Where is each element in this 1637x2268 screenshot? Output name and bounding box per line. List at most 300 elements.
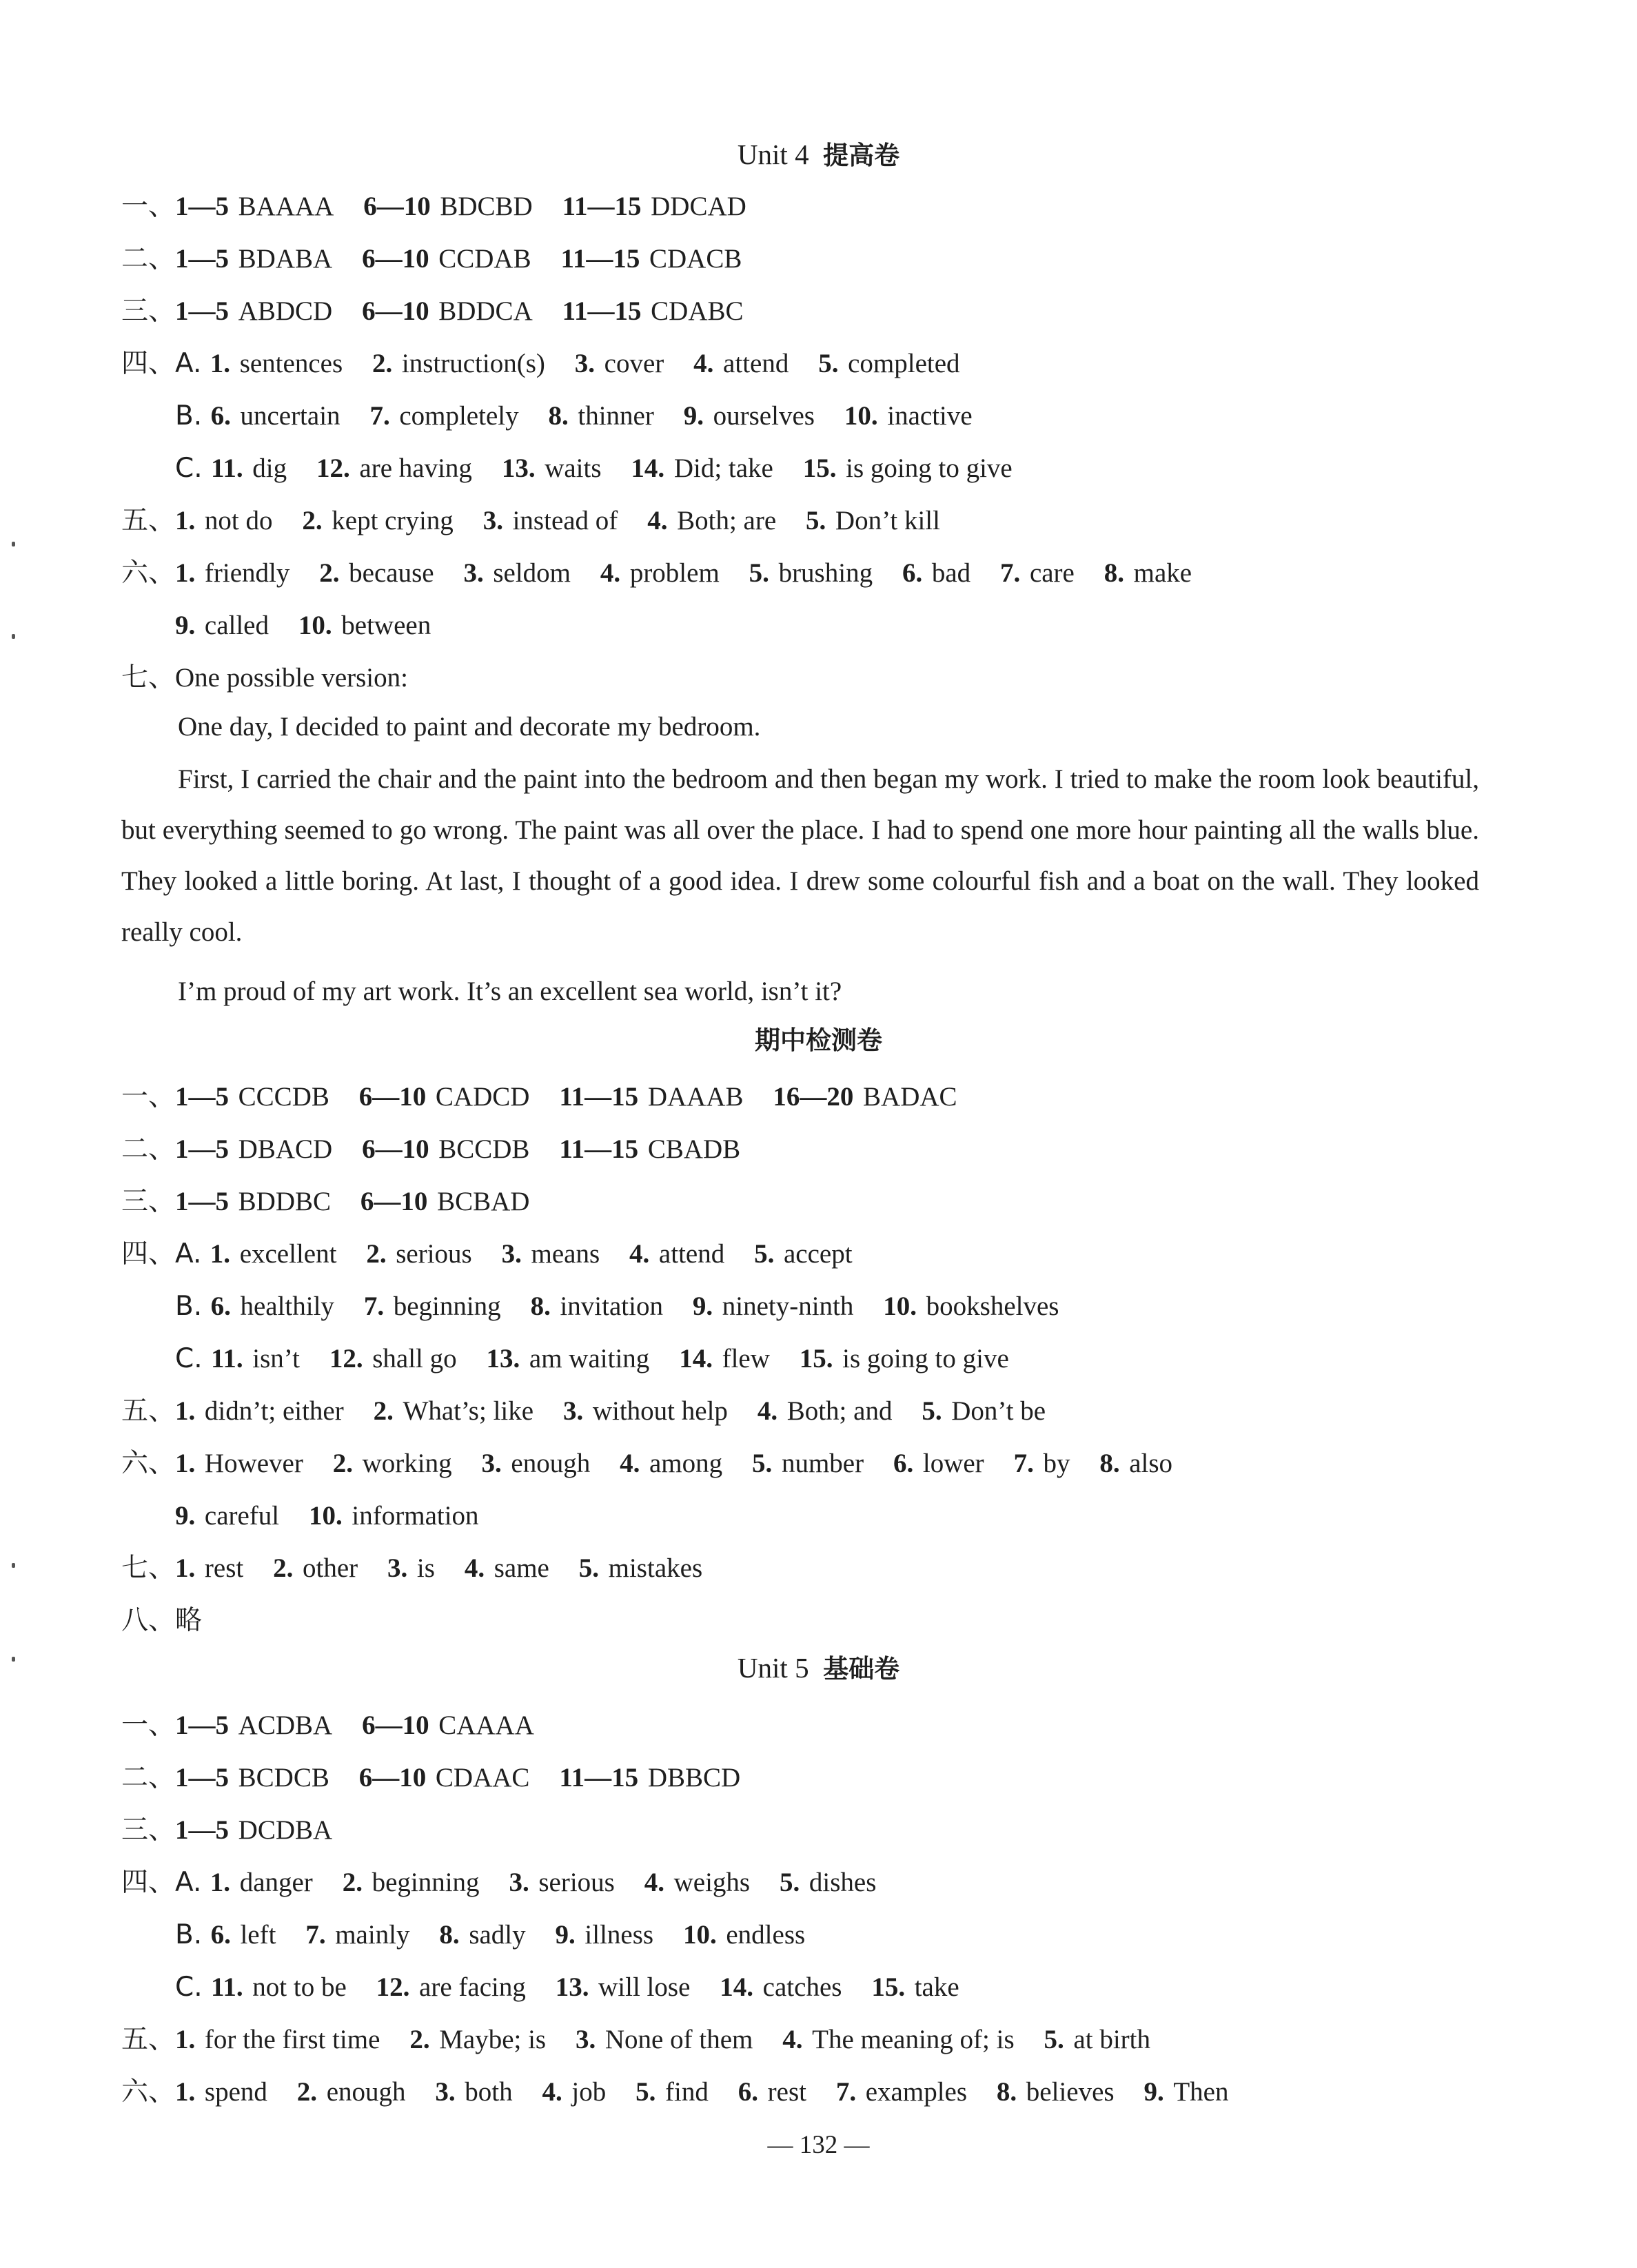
- answer-group: [175, 1606, 202, 1635]
- title-cn: 提高卷: [823, 141, 900, 170]
- question-prefix: 六、: [121, 2076, 176, 2107]
- answer-line: [121, 1760, 740, 1796]
- item-number: 11—15: [559, 1082, 639, 1112]
- answer-group: [175, 1396, 344, 1426]
- question-prefix: C.: [175, 453, 212, 484]
- answer-group: [175, 663, 408, 693]
- page-number: — 132 —: [767, 2131, 870, 2159]
- answer-text: bad: [931, 558, 971, 588]
- question-prefix: 三、: [121, 1815, 176, 1846]
- item-number: 11—15: [560, 244, 640, 274]
- item-number: 1—5: [175, 244, 230, 274]
- item-number: 16—20: [773, 1082, 854, 1112]
- answer-group: [482, 1449, 591, 1478]
- item-number: 5.: [578, 1553, 599, 1583]
- answer-line: [121, 1551, 702, 1586]
- answer-group: [782, 2025, 1014, 2054]
- answer-text: examples: [865, 2077, 968, 2107]
- answer-group: [211, 1344, 300, 1373]
- item-number: 1.: [210, 1868, 231, 1897]
- answer-text: BCBAD: [437, 1187, 530, 1216]
- question-prefix: 五、: [121, 2024, 176, 2055]
- item-number: 2.: [273, 1553, 294, 1583]
- answer-group: [922, 1396, 1046, 1426]
- answer-line: [121, 294, 744, 329]
- question-prefix: 四、A.: [121, 348, 210, 379]
- answer-text: invitation: [560, 1291, 663, 1321]
- answer-line: [175, 1498, 479, 1534]
- question-prefix: B.: [175, 400, 211, 431]
- answer-text: is going to give: [846, 453, 1013, 483]
- item-number: 10.: [883, 1291, 917, 1321]
- answer-group: [487, 1344, 650, 1373]
- answer-group: [175, 558, 289, 588]
- answer-text: between: [341, 611, 431, 640]
- answer-group: [509, 1868, 614, 1897]
- answer-text: take: [914, 1972, 959, 2002]
- scan-speck: [12, 634, 15, 639]
- answer-text: CBADB: [647, 1134, 741, 1164]
- item-number: 2.: [409, 2025, 430, 2054]
- answer-group: [997, 2077, 1115, 2107]
- item-number: 8.: [1104, 558, 1124, 588]
- answer-group: [175, 1449, 303, 1478]
- item-number: 9.: [692, 1291, 713, 1321]
- question-prefix: 二、: [121, 1134, 176, 1165]
- answer-text: friendly: [204, 558, 290, 588]
- answer-group: [211, 1291, 334, 1321]
- item-number: 14.: [631, 453, 665, 483]
- title-unit: Unit 4: [737, 139, 809, 170]
- question-prefix: 一、: [121, 1081, 176, 1112]
- answer-group: [754, 1239, 852, 1269]
- question-prefix: B.: [175, 1919, 211, 1950]
- item-number: 1—5: [175, 1134, 230, 1164]
- item-number: 6—10: [358, 1082, 427, 1112]
- item-number: 13.: [501, 453, 536, 483]
- answer-group: [693, 1291, 854, 1321]
- answer-text: believes: [1026, 2077, 1115, 2107]
- answer-text: danger: [239, 1868, 313, 1897]
- answer-group: [329, 1344, 457, 1373]
- answer-text: am waiting: [529, 1344, 650, 1373]
- answer-group: [576, 2025, 753, 2054]
- answer-text: not do: [204, 506, 273, 535]
- answer-group: [360, 1187, 530, 1216]
- answer-text: healthily: [240, 1291, 334, 1321]
- answer-group: [175, 1763, 329, 1792]
- answer-line: [121, 1812, 332, 1848]
- item-number: 6.: [738, 2077, 758, 2107]
- question-prefix: 七、: [121, 662, 176, 693]
- answer-text: are facing: [419, 1972, 526, 2002]
- item-number: 11.: [211, 1344, 243, 1373]
- item-number: 2.: [296, 2077, 318, 2107]
- answer-text: instruction(s): [401, 349, 545, 378]
- scan-speck: [12, 1657, 15, 1662]
- answer-group: [175, 1082, 329, 1112]
- item-number: 3.: [435, 2077, 456, 2107]
- item-number: 11—15: [562, 192, 642, 221]
- item-number: 9.: [175, 1501, 196, 1531]
- answer-group: [1104, 558, 1192, 588]
- answer-group: [211, 1920, 276, 1950]
- answer-text: left: [240, 1920, 276, 1950]
- answer-line: [121, 660, 408, 696]
- answer-group: [679, 1344, 770, 1373]
- answer-line: [121, 1236, 853, 1272]
- answer-group: [463, 558, 571, 588]
- item-number: 1.: [175, 1553, 196, 1583]
- answer-text: make: [1133, 558, 1192, 588]
- answer-group: [387, 1553, 435, 1583]
- answer-group: [556, 1920, 654, 1950]
- item-number: 4.: [644, 1868, 664, 1897]
- item-number: 13.: [555, 1972, 589, 2002]
- answer-text: CDAAC: [435, 1763, 530, 1792]
- answer-group: [309, 1501, 479, 1531]
- answer-group: [893, 1449, 984, 1478]
- item-number: 6.: [210, 401, 231, 431]
- answer-line: [175, 451, 1013, 487]
- answer-group: [359, 1082, 530, 1112]
- item-number: 9.: [555, 1920, 576, 1950]
- answer-group: [175, 244, 332, 274]
- answer-group: [531, 1291, 663, 1321]
- answer-text: among: [649, 1449, 723, 1478]
- answer-text: weighs: [673, 1868, 751, 1897]
- answer-group: [683, 1920, 805, 1950]
- answer-group: [871, 1972, 959, 2002]
- answer-text: ninety-ninth: [722, 1291, 854, 1321]
- answer-group: [1000, 558, 1075, 588]
- item-number: 14.: [679, 1344, 713, 1373]
- item-number: 1—5: [175, 296, 230, 326]
- item-number: 6—10: [362, 1134, 429, 1164]
- answer-text: completed: [848, 349, 960, 378]
- answer-text: DBBCD: [647, 1763, 741, 1792]
- answer-text: working: [362, 1449, 452, 1478]
- answer-group: [563, 1396, 728, 1426]
- item-number: 4.: [757, 1396, 778, 1426]
- question-prefix: 八、: [121, 1605, 176, 1636]
- item-number: 6—10: [362, 1710, 429, 1740]
- answer-text: One possible version:: [175, 663, 408, 693]
- item-number: 8.: [996, 2077, 1017, 2107]
- answer-text: shall go: [372, 1344, 457, 1373]
- answer-text: both: [465, 2077, 513, 2107]
- answer-group: [175, 1187, 331, 1216]
- answer-group: [374, 1396, 533, 1426]
- item-number: 1.: [210, 1239, 231, 1269]
- item-number: 3.: [501, 1239, 522, 1269]
- item-number: 14.: [720, 1972, 754, 2002]
- answer-group: [579, 1553, 702, 1583]
- answer-text: will lose: [598, 1972, 691, 2002]
- answer-group: [343, 1868, 480, 1897]
- answer-group: [363, 192, 533, 221]
- item-number: 1—5: [175, 1815, 230, 1845]
- item-number: 10.: [682, 1920, 717, 1950]
- question-prefix: 三、: [121, 1186, 176, 1217]
- essay-paragraph: First, I carried the chair and the paint into the bedroom and then began my work. I tried to make the room look beautiful, but everything seemed to go wrong. The paint was all over the place. I had to spend one more hour painting all the walls blue. They looked a little boring. At last, I thought of a good idea. I drew some colourful fish and a boat on the wall. They looked really cool.: [121, 764, 1479, 947]
- item-number: 2.: [332, 1449, 353, 1478]
- answer-group: [211, 1972, 347, 2002]
- answer-group: [366, 1239, 471, 1269]
- answer-text: completely: [399, 401, 519, 431]
- answer-text: care: [1029, 558, 1075, 588]
- item-number: 4.: [647, 506, 668, 535]
- answer-text: attend: [723, 349, 789, 378]
- answer-text: BDDBC: [238, 1187, 332, 1216]
- answer-text: The meaning of; is: [812, 2025, 1015, 2054]
- answer-line: [121, 1446, 1172, 1482]
- answer-text: endless: [726, 1920, 806, 1950]
- item-number: 3.: [387, 1553, 408, 1583]
- answer-line: [121, 503, 940, 539]
- item-number: 3.: [562, 1396, 584, 1426]
- item-number: 1.: [175, 2025, 196, 2054]
- answer-group: [562, 296, 744, 326]
- answer-line: [175, 1970, 959, 2005]
- answer-line: [121, 1132, 740, 1167]
- answer-text: DAAAB: [647, 1082, 744, 1112]
- item-number: 2.: [319, 558, 340, 588]
- item-number: 8.: [548, 401, 569, 431]
- answer-text: illness: [584, 1920, 654, 1950]
- item-number: 4.: [542, 2077, 562, 2107]
- answer-text: by: [1043, 1449, 1070, 1478]
- answer-group: [758, 1396, 893, 1426]
- answer-group: [211, 453, 287, 483]
- answer-text: kept crying: [332, 506, 454, 535]
- essay-paragraph: I’m proud of my art work. It’s an excellent sea world, isn’t it?: [178, 977, 842, 1006]
- question-prefix: 二、: [121, 243, 176, 274]
- answer-text: other: [303, 1553, 358, 1583]
- answer-line: [121, 1393, 1046, 1429]
- item-number: 13.: [486, 1344, 520, 1373]
- answer-text: Maybe; is: [439, 2025, 547, 2054]
- item-number: 1—5: [175, 1187, 230, 1216]
- item-number: 1—5: [175, 1710, 230, 1740]
- answer-group: [333, 1449, 452, 1478]
- question-prefix: C.: [175, 1972, 212, 2003]
- answer-group: [549, 401, 654, 431]
- answer-group: [210, 1868, 313, 1897]
- answer-group: [720, 1972, 842, 2002]
- answer-text: BDABA: [238, 244, 333, 274]
- item-number: 8.: [439, 1920, 460, 1950]
- item-number: 6.: [210, 1291, 231, 1321]
- answer-line: [121, 346, 960, 382]
- item-number: 8.: [1099, 1449, 1120, 1478]
- answer-text: find: [665, 2077, 709, 2107]
- answer-line: [121, 555, 1192, 591]
- answer-text: DDCAD: [651, 192, 746, 221]
- question-prefix: B.: [175, 1291, 211, 1322]
- answer-text: dig: [252, 453, 287, 483]
- item-number: 1.: [175, 1449, 196, 1478]
- answer-text: without help: [592, 1396, 728, 1426]
- answer-text: rest: [767, 2077, 806, 2107]
- answer-group: [1044, 2025, 1150, 2054]
- answer-text: Did; take: [673, 453, 773, 483]
- question-prefix: 一、: [121, 1710, 176, 1741]
- answer-text: is: [416, 1553, 435, 1583]
- item-number: 7.: [369, 401, 390, 431]
- answer-group: [752, 1449, 864, 1478]
- answer-group: [647, 506, 776, 535]
- item-number: 4.: [629, 1239, 650, 1269]
- item-number: 5.: [636, 2077, 656, 2107]
- answer-group: [175, 2077, 267, 2107]
- item-number: 6—10: [362, 244, 429, 274]
- answer-group: [210, 349, 343, 378]
- answer-group: [362, 244, 531, 274]
- answer-group: [600, 558, 720, 588]
- answer-group: [175, 296, 332, 326]
- answer-group: [175, 1815, 332, 1845]
- answer-group: [369, 401, 518, 431]
- answer-group: [818, 349, 959, 378]
- item-number: 11.: [211, 1972, 243, 2002]
- item-number: 9.: [683, 401, 704, 431]
- item-number: 7.: [305, 1920, 326, 1950]
- answer-line: [121, 1603, 202, 1639]
- item-number: 3.: [482, 506, 503, 535]
- scan-speck: [12, 542, 15, 546]
- item-number: 2.: [302, 506, 323, 535]
- item-number: 1.: [175, 558, 196, 588]
- answer-text: means: [531, 1239, 600, 1269]
- item-number: 9.: [175, 611, 196, 640]
- answer-group: [273, 1553, 358, 1583]
- answer-text: Both; are: [677, 506, 777, 535]
- answer-group: [364, 1291, 501, 1321]
- answer-group: [175, 192, 334, 221]
- answer-group: [483, 506, 618, 535]
- answer-text: BCCDB: [438, 1134, 530, 1164]
- item-number: 15.: [802, 453, 837, 483]
- answer-line: [121, 1184, 529, 1220]
- question-prefix: 六、: [121, 558, 176, 589]
- answer-group: [362, 1710, 534, 1740]
- answer-group: [883, 1291, 1059, 1321]
- item-number: 10.: [844, 401, 878, 431]
- answer-text: brushing: [778, 558, 873, 588]
- answer-line: [121, 1708, 534, 1744]
- item-number: 2.: [366, 1239, 387, 1269]
- answer-text: mainly: [335, 1920, 410, 1950]
- item-number: 2.: [372, 349, 393, 378]
- answer-text: BDDCA: [438, 296, 533, 326]
- item-number: 10.: [309, 1501, 343, 1531]
- item-number: 2.: [373, 1396, 394, 1426]
- item-number: 12.: [329, 1344, 363, 1373]
- answer-text: ACDBA: [238, 1710, 333, 1740]
- answer-text: thinner: [578, 401, 654, 431]
- answer-text: 略: [175, 1606, 203, 1635]
- answer-group: [465, 1553, 549, 1583]
- answer-text: also: [1129, 1449, 1173, 1478]
- answer-text: BADAC: [863, 1082, 957, 1112]
- answer-line: [121, 189, 746, 225]
- item-number: 6—10: [358, 1763, 427, 1792]
- answer-text: bookshelves: [926, 1291, 1059, 1321]
- scan-speck: [12, 1563, 15, 1568]
- answer-text: What’s; like: [403, 1396, 534, 1426]
- answer-line: [175, 1341, 1009, 1377]
- answer-text: seldom: [493, 558, 571, 588]
- item-number: 4.: [464, 1553, 485, 1583]
- answer-text: information: [352, 1501, 479, 1531]
- answer-text: at birth: [1073, 2025, 1150, 2054]
- answer-line: [121, 1865, 876, 1901]
- answer-text: However: [204, 1449, 303, 1478]
- title-cn: 期中检测卷: [755, 1025, 882, 1055]
- answer-text: is going to give: [842, 1344, 1009, 1373]
- question-prefix: 六、: [121, 1448, 176, 1479]
- answer-group: [542, 2077, 607, 2107]
- answer-group: [693, 349, 789, 378]
- section-title-unit4: [0, 135, 1637, 175]
- answer-text: number: [781, 1449, 864, 1478]
- answer-group: [780, 1868, 876, 1897]
- answer-group: [210, 1239, 337, 1269]
- answer-text: BDCBD: [440, 192, 533, 221]
- answer-group: [749, 558, 873, 588]
- answer-group: [298, 611, 431, 640]
- answer-group: [629, 1239, 724, 1269]
- answer-text: flew: [722, 1344, 770, 1373]
- answer-text: uncertain: [240, 401, 340, 431]
- answer-text: CDABC: [651, 296, 744, 326]
- answer-text: same: [494, 1553, 549, 1583]
- item-number: 9.: [1143, 2077, 1164, 2107]
- item-number: 3.: [463, 558, 484, 588]
- answer-line: [175, 398, 973, 434]
- answer-text: Both; and: [786, 1396, 893, 1426]
- answer-group: [556, 1972, 691, 2002]
- item-number: 1.: [175, 506, 196, 535]
- answer-text: didn’t; either: [204, 1396, 344, 1426]
- answer-text: not to be: [252, 1972, 347, 2002]
- answer-text: DBACD: [238, 1134, 333, 1164]
- answer-group: [559, 1134, 740, 1164]
- answer-text: ourselves: [713, 401, 815, 431]
- item-number: 1—5: [175, 1082, 230, 1112]
- answer-text: instead of: [512, 506, 618, 535]
- item-number: 15.: [871, 1972, 906, 2002]
- answer-text: are having: [359, 453, 472, 483]
- answer-group: [409, 2025, 546, 2054]
- answer-text: job: [571, 2077, 607, 2107]
- answer-text: beginning: [372, 1868, 480, 1897]
- answer-text: lower: [922, 1449, 984, 1478]
- answer-text: CADCD: [435, 1082, 530, 1112]
- answer-group: [644, 1868, 750, 1897]
- answer-group: [372, 349, 545, 378]
- answer-text: waits: [545, 453, 602, 483]
- item-number: 6—10: [363, 192, 431, 221]
- answer-line: [121, 2022, 1150, 2058]
- answer-text: CCCDB: [238, 1082, 329, 1112]
- item-number: 15.: [799, 1344, 833, 1373]
- answer-text: called: [204, 611, 269, 640]
- answer-text: serious: [538, 1868, 615, 1897]
- item-number: 10.: [298, 611, 332, 640]
- item-number: 6.: [210, 1920, 231, 1950]
